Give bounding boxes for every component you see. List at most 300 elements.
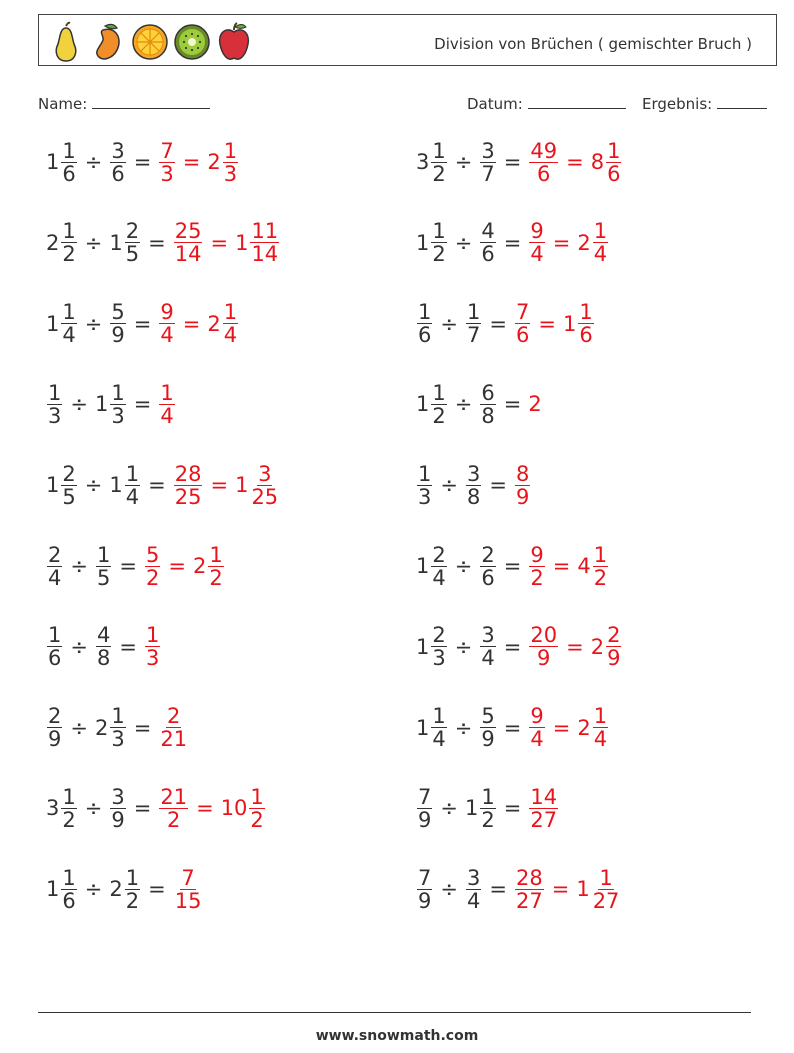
numerator: 1 [432, 138, 446, 163]
answer-whole-number: 8 [590, 150, 605, 174]
divide-sign: ÷ [70, 392, 88, 417]
problem-item [416, 294, 595, 354]
divide-sign: ÷ [84, 311, 103, 336]
answer-equals-sign: = [196, 796, 214, 821]
problem-item [416, 698, 609, 758]
numerator: 2 [48, 704, 62, 729]
denominator: 4 [481, 646, 495, 671]
numerator: 1 [593, 704, 608, 729]
denominator: 6 [62, 888, 76, 913]
divisor-fraction [466, 867, 481, 912]
problem-item [416, 132, 622, 192]
numerator: 7 [515, 300, 530, 325]
numerator: 1 [62, 138, 76, 163]
denominator: 27 [592, 888, 620, 913]
answer-equals-sign: = [182, 311, 201, 336]
name-field [38, 94, 210, 113]
date-label: Datum: [467, 95, 523, 113]
equals-sign: = [133, 715, 152, 740]
answer-improper-fraction [174, 867, 203, 912]
problem-item [46, 698, 189, 758]
divisor-fraction [110, 140, 125, 185]
denominator: 2 [432, 403, 446, 428]
denominator: 4 [593, 727, 608, 752]
equals-sign: = [133, 311, 152, 336]
denominator: 2 [593, 565, 608, 590]
divisor-fraction [96, 624, 111, 669]
answer-mixed-fraction [606, 624, 621, 669]
dividend-fraction [417, 463, 432, 508]
denominator: 6 [111, 161, 125, 186]
numerator: 7 [418, 784, 432, 809]
whole-number: 2 [46, 230, 60, 255]
numerator: 8 [515, 461, 530, 486]
denominator: 6 [481, 242, 495, 267]
equals-sign: = [133, 796, 152, 821]
numerator: 1 [160, 380, 174, 405]
numerator: 9 [160, 300, 174, 325]
dividend-fraction [61, 463, 76, 508]
denominator: 2 [125, 888, 140, 913]
numerator: 9 [530, 542, 544, 567]
answer-improper-fraction [515, 867, 544, 912]
denominator: 4 [160, 403, 174, 428]
divide-sign: ÷ [454, 392, 473, 417]
answer-improper-fraction [145, 624, 160, 669]
divide-sign: ÷ [70, 634, 88, 659]
denominator: 4 [223, 323, 238, 348]
denominator: 7 [481, 161, 495, 186]
denominator: 2 [432, 242, 446, 267]
dividend-fraction [47, 382, 62, 427]
footer-divider [38, 1012, 751, 1013]
dividend-fraction [61, 220, 76, 265]
denominator: 14 [174, 242, 202, 267]
answer-equals-sign: = [182, 150, 201, 174]
answer-equals-sign: = [566, 634, 584, 659]
denominator: 4 [432, 565, 446, 590]
numerator: 1 [145, 623, 160, 648]
numerator: 28 [515, 865, 543, 890]
dividend-fraction [61, 140, 76, 185]
answer-whole-number: 4 [577, 554, 591, 578]
numerator: 5 [111, 300, 125, 325]
equals-sign: = [148, 877, 166, 902]
dividend-fraction [47, 544, 62, 589]
answer-improper-fraction [529, 786, 558, 831]
problem-item [416, 374, 542, 434]
numerator: 3 [466, 865, 481, 890]
divide-sign: ÷ [454, 715, 473, 740]
equals-sign: = [503, 634, 522, 659]
answer-improper-fraction [159, 140, 174, 185]
whole-number: 1 [464, 796, 479, 821]
apple-icon [215, 20, 253, 64]
answer-whole-number: 2 [192, 554, 207, 578]
answer-whole-number: 10 [220, 796, 248, 821]
divisor-fraction [110, 705, 125, 750]
denominator: 9 [111, 323, 125, 348]
numerator: 1 [250, 784, 264, 809]
date-blank[interactable] [528, 94, 626, 109]
numerator: 3 [481, 623, 495, 648]
answer [514, 867, 621, 912]
numerator: 25 [174, 219, 202, 244]
numerator: 7 [181, 865, 195, 890]
fruit-icons [47, 19, 253, 65]
answer-improper-fraction [145, 544, 160, 589]
numerator: 3 [258, 461, 272, 486]
denominator: 9 [537, 646, 551, 671]
divide-sign: ÷ [84, 877, 103, 902]
answer-whole-number: 1 [562, 311, 577, 336]
dividend-fraction [431, 705, 446, 750]
problem-item [416, 455, 531, 515]
numerator: 9 [530, 704, 544, 729]
denominator: 3 [160, 161, 174, 186]
answer-improper-fraction [159, 301, 174, 346]
answer-whole-number: 2 [528, 392, 542, 417]
answer-mixed-fraction [249, 786, 264, 831]
numerator: 1 [48, 623, 62, 648]
numerator: 1 [607, 138, 621, 163]
numerator: 11 [251, 219, 279, 244]
answer-equals-sign: = [210, 473, 229, 498]
numerator: 1 [599, 865, 613, 890]
whole-number: 1 [416, 554, 430, 578]
answer-mixed-fraction [223, 140, 238, 185]
answer-improper-fraction [515, 463, 530, 508]
divisor-fraction [125, 867, 140, 912]
divisor-fraction [466, 463, 481, 508]
numerator: 2 [607, 623, 621, 648]
denominator: 8 [481, 403, 495, 428]
answer-improper-fraction [159, 705, 188, 750]
divisor-fraction [125, 220, 140, 265]
denominator: 5 [125, 242, 140, 267]
worksheet-title: Division von Brüchen ( gemischter Bruch ) [434, 35, 752, 53]
denominator: 6 [607, 161, 621, 186]
numerator: 1 [579, 300, 593, 325]
problem-item [416, 213, 609, 273]
problem-item [46, 536, 225, 596]
dividend-fraction [431, 624, 446, 669]
denominator: 2 [481, 807, 495, 832]
problem-item [46, 132, 239, 192]
answer-equals-sign: = [552, 554, 571, 578]
answer-improper-fraction [529, 544, 544, 589]
numerator: 2 [48, 542, 62, 567]
answer-mixed-fraction [578, 301, 593, 346]
numerator: 7 [418, 865, 432, 890]
denominator: 4 [62, 323, 76, 348]
result-label: Ergebnis: [642, 95, 713, 113]
equals-sign: = [133, 150, 152, 174]
divide-sign: ÷ [454, 230, 473, 255]
divisor-fraction [96, 544, 111, 589]
numerator: 4 [96, 623, 111, 648]
answer-mixed-fraction [606, 140, 621, 185]
divisor-fraction [480, 544, 495, 589]
numerator: 1 [125, 865, 140, 890]
denominator: 25 [174, 484, 202, 509]
numerator: 1 [209, 542, 223, 567]
numerator: 2 [125, 219, 140, 244]
divisor-fraction [480, 624, 495, 669]
answer [528, 544, 609, 589]
whole-number: 1 [416, 392, 430, 417]
answer-equals-sign: = [552, 230, 571, 255]
numerator: 2 [432, 542, 446, 567]
problem-item [46, 213, 280, 273]
divide-sign: ÷ [84, 796, 103, 821]
numerator: 3 [481, 138, 495, 163]
whole-number: 2 [109, 877, 123, 902]
numerator: 2 [481, 542, 495, 567]
whole-number: 3 [46, 796, 60, 821]
problem-item [416, 859, 621, 919]
problem-item [46, 455, 280, 515]
denominator: 15 [174, 888, 202, 913]
equals-sign: = [119, 554, 137, 578]
denominator: 2 [530, 565, 544, 590]
answer-improper-fraction [159, 786, 188, 831]
divide-sign: ÷ [84, 473, 103, 498]
divisor-fraction [480, 140, 495, 185]
whole-number: 1 [94, 392, 109, 417]
divisor-fraction [110, 301, 125, 346]
answer-mixed-fraction [208, 544, 223, 589]
divisor-fraction [480, 382, 495, 427]
answer [514, 463, 531, 508]
answer [144, 544, 225, 589]
numerator: 9 [530, 219, 544, 244]
kiwi-icon [173, 20, 211, 64]
dividend-fraction [431, 220, 446, 265]
answer [528, 220, 609, 265]
divisor-fraction [480, 220, 495, 265]
denominator: 2 [250, 807, 264, 832]
numerator: 1 [62, 865, 76, 890]
denominator: 4 [530, 242, 544, 267]
problem-item [46, 778, 266, 838]
denominator: 27 [515, 888, 543, 913]
answer-improper-fraction [174, 220, 203, 265]
answer-equals-sign: = [210, 230, 229, 255]
numerator: 4 [481, 219, 495, 244]
denominator: 9 [418, 807, 432, 832]
answer [528, 624, 622, 669]
answer [528, 140, 622, 185]
numerator: 3 [111, 138, 125, 163]
numerator: 1 [48, 380, 62, 405]
whole-number: 1 [416, 230, 430, 255]
result-field [642, 94, 767, 113]
answer-mixed-fraction [250, 463, 279, 508]
denominator: 9 [111, 807, 125, 832]
denominator: 6 [537, 161, 551, 186]
equals-sign: = [489, 877, 507, 902]
dividend-fraction [417, 867, 432, 912]
dividend-fraction [431, 382, 446, 427]
answer-improper-fraction [159, 382, 174, 427]
answer [158, 301, 239, 346]
whole-number: 1 [46, 311, 60, 336]
answer [528, 705, 609, 750]
denominator: 2 [62, 807, 76, 832]
denominator: 2 [62, 242, 76, 267]
answer-mixed-fraction [593, 705, 608, 750]
equals-sign: = [503, 715, 522, 740]
whole-number: 1 [416, 634, 430, 659]
denominator: 9 [607, 646, 621, 671]
whole-number: 1 [416, 715, 430, 740]
divisor-fraction [480, 705, 495, 750]
divisor-fraction [480, 786, 495, 831]
denominator: 6 [418, 323, 432, 348]
answer-mixed-fraction [592, 867, 621, 912]
answer [528, 786, 559, 831]
answer-mixed-fraction [250, 220, 279, 265]
dividend-fraction [417, 786, 432, 831]
denominator: 3 [111, 727, 125, 752]
dividend-fraction [417, 301, 432, 346]
denominator: 7 [466, 323, 481, 348]
numerator: 2 [432, 623, 446, 648]
numerator: 1 [466, 300, 481, 325]
name-label: Name: [38, 95, 88, 113]
equals-sign: = [119, 634, 137, 659]
divide-sign: ÷ [84, 150, 103, 174]
whole-number: 1 [109, 230, 123, 255]
denominator: 2 [432, 161, 446, 186]
divide-sign: ÷ [70, 715, 88, 740]
denominator: 8 [96, 646, 111, 671]
numerator: 1 [432, 704, 446, 729]
denominator: 14 [251, 242, 279, 267]
answer-improper-fraction [174, 463, 203, 508]
answer-whole-number: 2 [577, 715, 591, 740]
denominator: 4 [48, 565, 62, 590]
denominator: 3 [223, 161, 238, 186]
denominator: 8 [466, 484, 481, 509]
numerator: 1 [62, 784, 76, 809]
equals-sign: = [148, 473, 166, 498]
denominator: 3 [111, 403, 125, 428]
orange-icon [131, 20, 169, 64]
denominator: 2 [167, 807, 181, 832]
divisor-fraction [125, 463, 140, 508]
equals-sign: = [503, 230, 522, 255]
answer-improper-fraction [529, 220, 544, 265]
date-field [467, 94, 626, 113]
whole-number: 1 [46, 150, 60, 174]
pear-icon [47, 20, 85, 64]
numerator: 1 [96, 542, 111, 567]
divisor-fraction [466, 301, 481, 346]
answer [514, 301, 595, 346]
numerator: 1 [593, 542, 608, 567]
denominator: 25 [251, 484, 279, 509]
divide-sign: ÷ [454, 150, 473, 174]
divide-sign: ÷ [454, 634, 473, 659]
denominator: 6 [579, 323, 593, 348]
divide-sign: ÷ [454, 554, 473, 578]
numerator: 1 [481, 784, 495, 809]
denominator: 6 [481, 565, 495, 590]
numerator: 1 [223, 300, 238, 325]
numerator: 2 [167, 704, 181, 729]
answer [173, 220, 280, 265]
numerator: 5 [145, 542, 160, 567]
denominator: 6 [515, 323, 530, 348]
denominator: 3 [418, 484, 432, 509]
numerator: 5 [481, 704, 495, 729]
name-blank[interactable] [92, 94, 210, 109]
answer-whole-number: 1 [576, 877, 590, 902]
numerator: 49 [530, 138, 558, 163]
answer-mixed-fraction [593, 220, 608, 265]
result-blank[interactable] [717, 94, 767, 109]
answer [173, 867, 204, 912]
whole-number: 3 [416, 150, 430, 174]
numerator: 1 [418, 300, 432, 325]
divide-sign: ÷ [440, 473, 458, 498]
problem-item [46, 617, 161, 677]
denominator: 2 [145, 565, 160, 590]
answer-equals-sign: = [552, 715, 571, 740]
denominator: 2 [209, 565, 223, 590]
equals-sign: = [503, 150, 522, 174]
denominator: 4 [125, 484, 140, 509]
equals-sign: = [133, 392, 152, 417]
denominator: 3 [432, 646, 446, 671]
denominator: 21 [160, 727, 188, 752]
numerator: 6 [481, 380, 495, 405]
numerator: 1 [125, 461, 140, 486]
denominator: 6 [62, 161, 76, 186]
answer-whole-number: 2 [590, 634, 605, 659]
denominator: 9 [418, 888, 432, 913]
divide-sign: ÷ [70, 554, 88, 578]
answer-whole-number: 2 [577, 230, 591, 255]
numerator: 14 [530, 784, 558, 809]
numerator: 1 [223, 138, 238, 163]
numerator: 1 [432, 380, 446, 405]
denominator: 4 [432, 727, 446, 752]
answer-whole-number: 1 [235, 230, 249, 255]
equals-sign: = [503, 554, 522, 578]
equals-sign: = [489, 311, 507, 336]
denominator: 5 [62, 484, 76, 509]
dividend-fraction [61, 301, 76, 346]
answer-equals-sign: = [566, 150, 584, 174]
dividend-fraction [61, 867, 76, 912]
dividend-fraction [61, 786, 76, 831]
denominator: 4 [160, 323, 174, 348]
dividend-fraction [431, 140, 446, 185]
denominator: 9 [48, 727, 62, 752]
answer-equals-sign: = [168, 554, 186, 578]
dividend-fraction [47, 705, 62, 750]
worksheet-header [38, 14, 777, 66]
answer [158, 382, 175, 427]
dividend-fraction [431, 544, 446, 589]
mango-icon [89, 20, 127, 64]
divide-sign: ÷ [84, 230, 103, 255]
denominator: 4 [530, 727, 544, 752]
whole-number: 1 [46, 877, 60, 902]
